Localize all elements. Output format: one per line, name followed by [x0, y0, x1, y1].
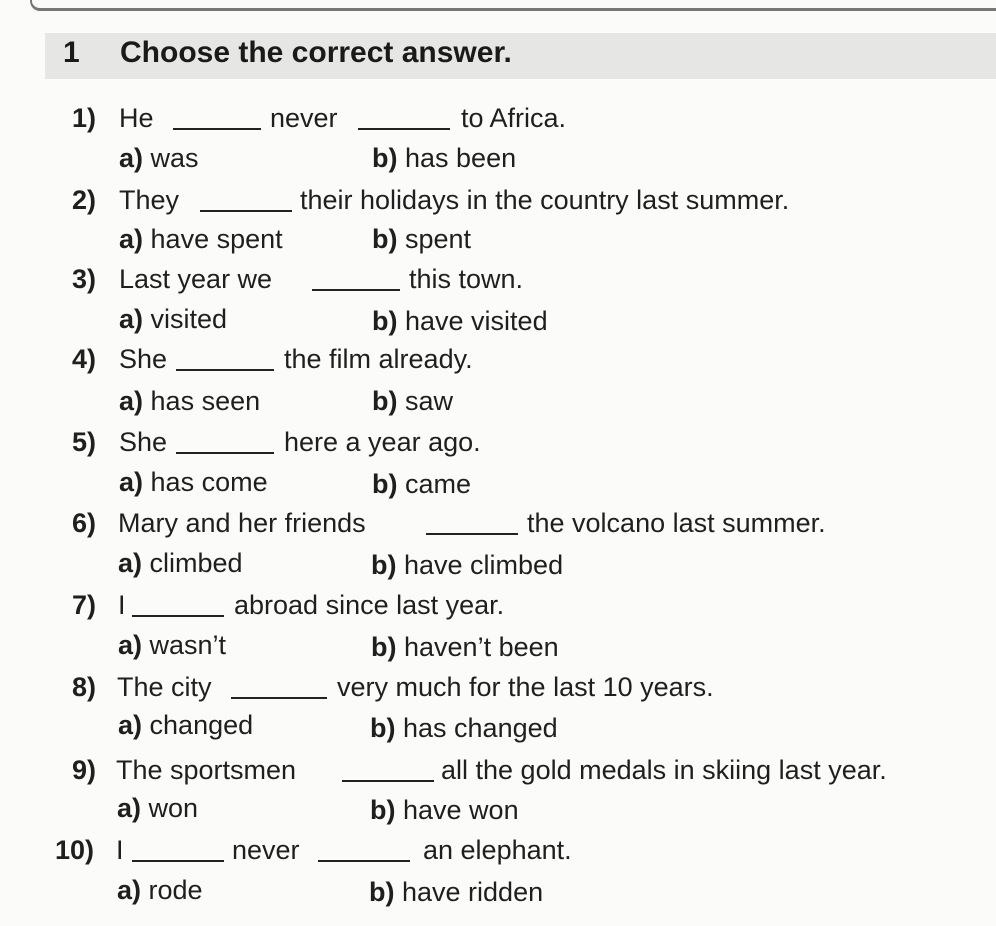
question-10	[28, 830, 928, 870]
question-7	[40, 585, 940, 625]
question-text: never	[270, 103, 338, 133]
question-number: 4)	[71, 344, 96, 374]
answer-blank	[132, 830, 224, 862]
option-a-label: a)	[117, 793, 142, 823]
option-b-text: have visited	[405, 306, 548, 336]
answer-blank	[318, 830, 410, 862]
question-9	[40, 750, 980, 790]
option-a	[118, 625, 226, 665]
option-a-text: rode	[148, 875, 203, 905]
option-b-label: b)	[370, 713, 396, 743]
option-a-label: a)	[117, 875, 142, 905]
option-a-label: a)	[118, 630, 143, 660]
question-5	[40, 422, 940, 462]
question-text: I	[118, 590, 126, 620]
question-number: 5)	[71, 427, 96, 457]
answer-blank	[358, 98, 450, 130]
option-a	[117, 870, 203, 910]
question-number: 9)	[71, 755, 96, 785]
question-number: 7)	[71, 590, 96, 620]
option-a	[119, 299, 227, 339]
question-text: the film already.	[284, 344, 473, 374]
option-b-text: has been	[405, 143, 517, 173]
question-number: 8)	[71, 672, 96, 702]
question-text: The sportsmen	[116, 755, 297, 785]
option-a-text: climbed	[149, 548, 243, 578]
question-text: all the gold medals in skiing last year.	[441, 755, 887, 785]
option-b-label: b)	[370, 795, 396, 825]
question-text: He	[119, 103, 154, 133]
option-a-text: have spent	[150, 224, 283, 254]
option-b-text: have ridden	[402, 877, 544, 907]
question-text: an elephant.	[423, 835, 572, 865]
question-text: this town.	[409, 264, 524, 294]
option-a-label: a)	[118, 548, 143, 578]
option-b-text: saw	[405, 386, 454, 416]
question-text: here a year ago.	[284, 427, 481, 457]
option-a-text: was	[150, 143, 199, 173]
option-a-label: a)	[119, 386, 144, 416]
question-number: 2)	[71, 185, 96, 215]
answer-blank	[200, 180, 292, 212]
answer-blank	[132, 585, 224, 617]
option-a-label: a)	[119, 224, 144, 254]
option-a	[119, 462, 268, 502]
question-1	[40, 98, 940, 138]
question-text: She	[119, 344, 168, 374]
option-b-label: b)	[369, 877, 395, 907]
option-b	[372, 381, 453, 421]
question-number: 1)	[71, 103, 96, 133]
option-a	[119, 381, 260, 421]
option-b	[371, 627, 559, 667]
answer-blank	[312, 259, 400, 291]
option-a-text: wasn’t	[149, 630, 227, 660]
question-text: They	[119, 185, 180, 215]
option-a-text: has come	[150, 467, 268, 497]
option-a	[119, 138, 199, 178]
option-b-label: b)	[371, 550, 397, 580]
option-a-label: a)	[119, 304, 144, 334]
option-a-text: has seen	[150, 386, 261, 416]
answer-blank	[426, 503, 518, 535]
question-4	[40, 339, 940, 379]
question-text: She	[119, 427, 168, 457]
question-number: 3)	[71, 264, 96, 294]
option-a	[118, 543, 243, 583]
option-b-label: b)	[372, 306, 398, 336]
option-a-label: a)	[119, 143, 144, 173]
question-text: the volcano last summer.	[527, 508, 826, 538]
question-3	[40, 259, 940, 299]
question-text: to Africa.	[461, 103, 567, 133]
option-b	[370, 790, 519, 830]
page-top-border	[30, 0, 996, 11]
question-text: abroad since last year.	[234, 590, 505, 620]
option-b-text: spent	[405, 224, 472, 254]
option-b-label: b)	[372, 386, 398, 416]
question-text: The city	[117, 672, 212, 702]
option-b-label: b)	[371, 632, 397, 662]
option-b-text: have climbed	[404, 550, 564, 580]
option-b-text: have won	[403, 795, 519, 825]
question-text: I	[116, 835, 124, 865]
option-b-text: came	[405, 469, 472, 499]
option-a-text: visited	[150, 304, 228, 334]
answer-blank	[176, 339, 274, 371]
option-b	[370, 708, 558, 748]
option-b	[372, 138, 516, 178]
question-text: never	[232, 835, 300, 865]
option-b-text: has changed	[403, 713, 558, 743]
answer-blank	[176, 422, 274, 454]
option-a-text: won	[148, 793, 199, 823]
option-b-label: b)	[372, 143, 398, 173]
question-number: 6)	[71, 508, 96, 538]
option-b-text: haven’t been	[404, 632, 559, 662]
question-text: very much for the last 10 years.	[337, 672, 714, 702]
option-b	[371, 545, 563, 585]
answer-blank	[342, 750, 434, 782]
option-a	[117, 788, 198, 828]
question-text: their holidays in the country last summer.	[300, 185, 790, 215]
option-a	[118, 705, 253, 745]
option-a-label: a)	[119, 467, 144, 497]
option-b	[369, 872, 543, 912]
option-b	[372, 464, 471, 504]
exercise-number: 1	[63, 36, 80, 69]
option-b	[372, 301, 548, 341]
option-b-label: b)	[372, 469, 398, 499]
option-a-label: a)	[118, 710, 143, 740]
option-a	[119, 219, 283, 259]
question-text: Last year we	[119, 264, 273, 294]
question-8	[40, 667, 940, 707]
option-b	[372, 219, 471, 259]
answer-blank	[173, 98, 261, 130]
option-b-label: b)	[372, 224, 398, 254]
answer-blank	[231, 667, 327, 699]
option-a-text: changed	[149, 710, 254, 740]
question-6	[40, 503, 940, 543]
question-2	[40, 180, 940, 220]
exercise-title: Choose the correct answer.	[120, 36, 512, 69]
question-text: Mary and her friends	[118, 508, 366, 538]
question-number: 10)	[54, 835, 94, 865]
